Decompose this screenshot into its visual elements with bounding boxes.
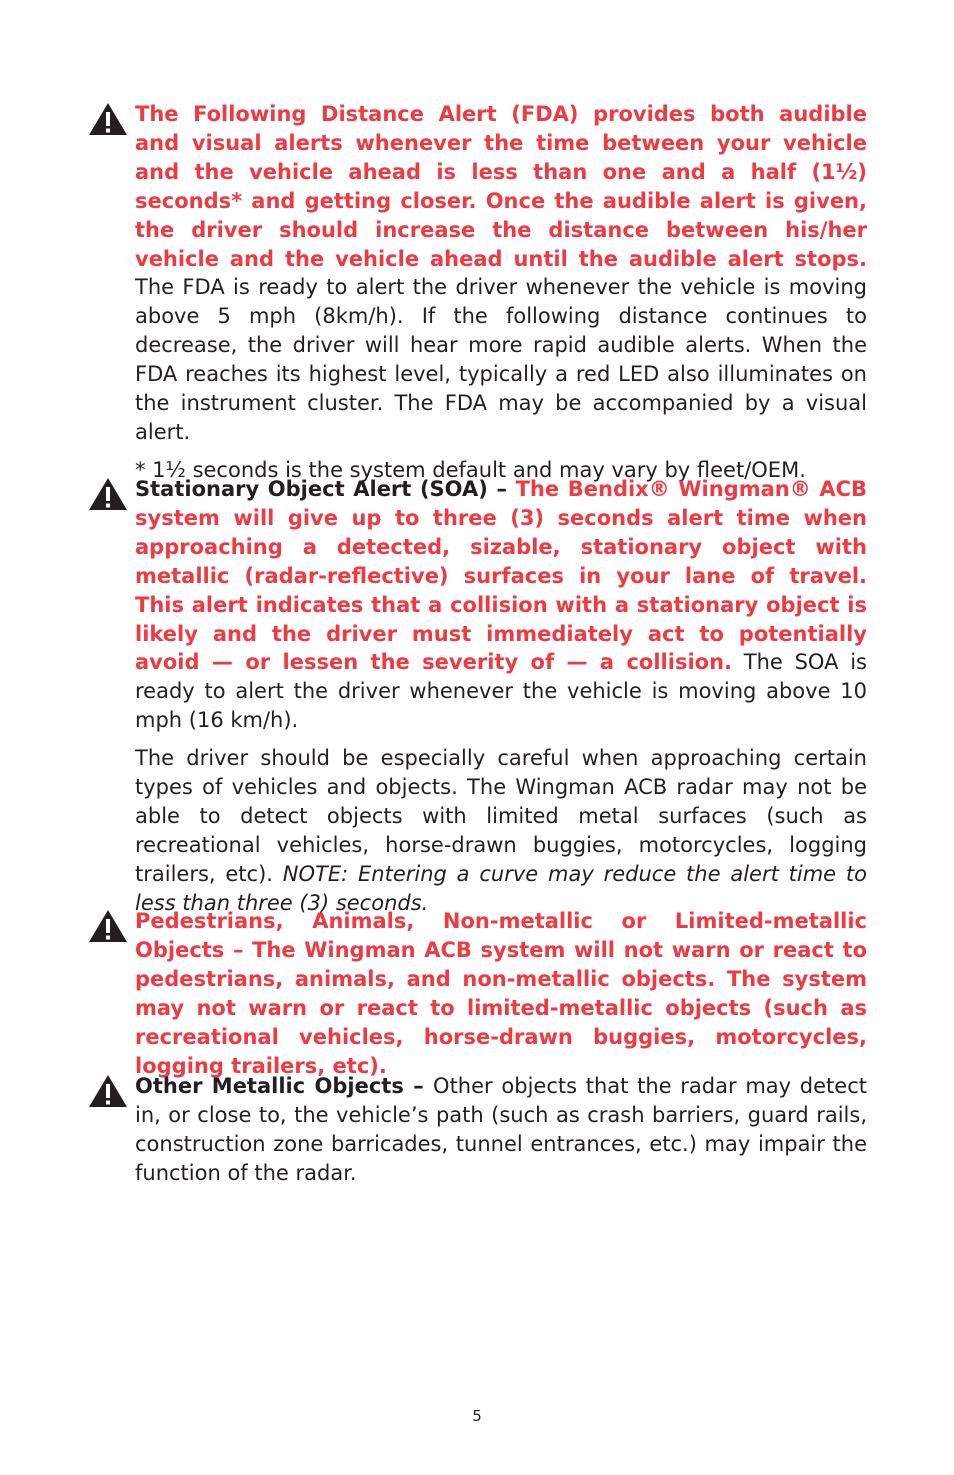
metallic-paragraph bbox=[135, 1072, 867, 1188]
soa-paragraph bbox=[135, 475, 867, 735]
page-number: 5 bbox=[472, 1407, 482, 1425]
warning-other-metallic bbox=[88, 1072, 868, 1188]
soa-description-text: The SOA is ready to alert the driver whenever the vehicle is moving above 10 mph (16 km/h). bbox=[135, 650, 867, 733]
metallic-lead: Other Metallic Objects – bbox=[135, 1074, 434, 1098]
fda-paragraph bbox=[135, 100, 867, 447]
warning-triangle-icon bbox=[88, 477, 128, 511]
warning-soa bbox=[88, 475, 868, 918]
pedestrians-warning-text: Pedestrians, Animals, Non-metallic or Limited-metallic Objects – The Wingman ACB system will not warn or react to pedestrians, animals, and non-metallic objects. The system may not warn or react to limited-metallic objects (such as recreational vehicles, horse-drawn buggies, motorcycles, logging trailers, etc). bbox=[135, 909, 867, 1078]
fda-description-text: The FDA is ready to alert the driver whenever the vehicle is moving above 5 mph (8km/h). If the following distance continues to decrease, the driver will hear more rapid audible alerts. When the FDA reaches its highest level, typically a red LED also illuminates on the instrument cluster. The FDA may be accompanied by a visual alert. bbox=[135, 275, 867, 444]
soa-paragraph-2 bbox=[135, 744, 867, 917]
fda-footnote: * 1½ seconds is the system default and may vary by fleet/OEM. bbox=[135, 457, 806, 482]
soa-warning-text: The Bendix® Wingman® ACB system will give up to three (3) seconds alert time when approaching a detected, sizable, stationary object with metallic (radar-reflective) surfaces in your lane of travel. This alert indicates that a collision with a stationary object is likely and the driver must immediately act to potentially avoid — or lessen the severity of — a collision. bbox=[135, 477, 867, 675]
metallic-description-text: Other objects that the radar may detect in, or close to, the vehicle’s path (such as crash barriers, guard rails, construction zone barricades, tunnel entrances, etc.) may impair the function of the radar. bbox=[135, 1074, 867, 1185]
soa-lead: Stationary Object Alert (SOA) – bbox=[135, 477, 516, 501]
soa-note: NOTE: Entering a curve may reduce the alert time to less than three (3) seconds. bbox=[135, 861, 867, 915]
warning-triangle-icon bbox=[88, 1074, 128, 1108]
fda-warning-text: The Following Distance Alert (FDA) provides both audible and visual alerts whenever the time between your vehicle and the vehicle ahead is less than one and a half (1½) seconds* and getting closer. Once the audible alert is given, the driver should increase the distance between his/her vehicle and the vehicle ahead until the audible alert stops. bbox=[135, 102, 867, 271]
warning-triangle-icon bbox=[88, 102, 128, 136]
soa-caution-text: The driver should be especially careful when approaching certain types of vehicles and objects. The Wingman ACB radar may not be able to detect objects with limited metal surfaces (such as recreational vehicles, horse-drawn buggies, motorcycles, logging trailers, etc). bbox=[135, 746, 867, 886]
warning-pedestrians bbox=[88, 907, 868, 1080]
pedestrians-paragraph bbox=[135, 907, 867, 1080]
warning-triangle-icon bbox=[88, 909, 128, 943]
warning-fda bbox=[88, 100, 868, 485]
